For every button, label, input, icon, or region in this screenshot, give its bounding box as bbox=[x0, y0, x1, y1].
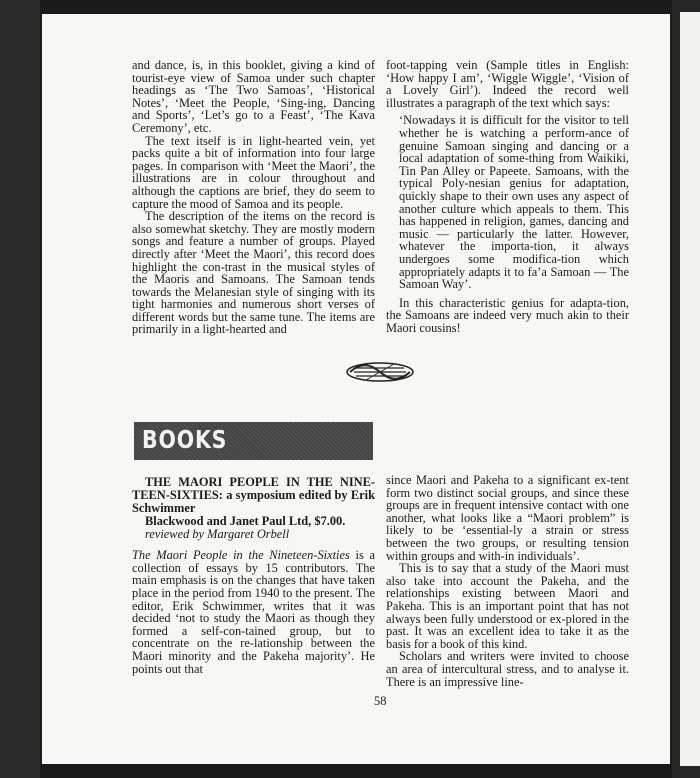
column-bottom-left bbox=[132, 476, 375, 675]
paragraph: In this characteristic genius for adapta-tion, the Samoans are indeed very much akin to their Maori cousins! bbox=[386, 295, 629, 335]
publisher-line: Blackwood and Janet Paul Ltd, $7.00. bbox=[145, 514, 346, 528]
paragraph: foot-tapping vein (Sample titles in English: ‘How happy I am’, ‘Wiggle Wiggle’, ‘Vision of a Lovely Girl’). Indeed the record well illustrates a paragraph of the text which says: bbox=[386, 58, 629, 110]
facing-page-edge bbox=[680, 12, 700, 766]
block-quote: ‘Nowadays it is difficult for the visitor to tell whether he is watching a perform-ance of genuine Samoan singing and dancing or a local adaptation of some-thing from Waikiki, Tin Pan Alley or Papeete. Samoans, with the typical Poly-nesian genius for adaptation, quickly shape to their own uses any aspect of another culture which appeals to them. This has happened in religion, games, dancing and music — particularly the latter. However, whatever the importa-tion, it always undergoes some modifica-tion which appropriately adapts it to fa’a Samoan — The Samoan Way’. bbox=[399, 113, 629, 292]
review-paragraph: since Maori and Pakeha to a significant ex-tent form two distinct social groups, and since these groups are in frequent intensive contact with one another, what looks like a “Maori problem” is likely to be ‘essential-ly a strain or stress between the two groups, or resulting tension within groups and with-in individuals’. bbox=[386, 473, 629, 563]
ornament-divider-icon bbox=[346, 359, 414, 385]
column-bottom-right bbox=[386, 474, 629, 688]
book-title: THE MAORI PEOPLE IN THE NINE-TEEN-SIXTIES: a symposium edited by Erik Schwimmer bbox=[132, 475, 375, 515]
books-heading: BOOKS bbox=[142, 425, 228, 454]
column-top-left bbox=[132, 59, 375, 336]
reviewer-line: reviewed by Margaret Orbell bbox=[145, 526, 290, 541]
paragraph: The description of the items on the record is also somewhat sketchy. They are mostly modern songs and feature a number of groups. Played directly after ‘Meet the Maori’, this record does highlight the con-trast in the musical styles of the Maoris and Samoans. The Samoan tends towards the Melanesian style of singing with its tight harmonies and numerous short verses of different words but the same tune. The items are primarily in a light-hearted and bbox=[132, 209, 375, 337]
review-paragraph: This is to say that a study of the Maori must also take into account the Pakeha, and the relationships existing between Maori and Pakeha. This is an important point that has not always been fully understood or ex-plored in the past. It was an excellent idea to take it as the basis for a book of this kind. bbox=[386, 561, 629, 651]
scan-border-left bbox=[0, 0, 40, 778]
magazine-page bbox=[42, 14, 670, 764]
review-paragraph: Scholars and writers were invited to choose an area of intercultural stress, and to analyse it. There is an impressive line- bbox=[386, 649, 629, 689]
column-top-right bbox=[386, 59, 629, 334]
books-section-banner bbox=[134, 422, 373, 460]
page-number: 58 bbox=[374, 694, 387, 708]
review-text: is a collection of essays by 15 contributors. The main emphasis is on the changes that have taken place in the period from 1940 to the present. The editor, Erik Schwimmer, writes that it was decided ‘not to study the Maori as though they formed a self-con-tained group, but to concentrate on the re-lationship between the Maori minority and the Pakeha majority’. He points out that bbox=[132, 548, 375, 676]
paragraph: and dance, is, in this booklet, giving a kind of tourist-eye view of Samoa under such chapter headings as ‘The Two Samoas’, ‘Historical Notes’, ‘Meet the People, ‘Sing-ing, Dancing and Sports’, ‘Let’s go to a Feast’, ‘The Kava Ceremony’, etc. bbox=[132, 58, 375, 135]
review-paragraph bbox=[132, 549, 375, 675]
paragraph: The text itself is in light-hearted vein, yet packs quite a bit of information into four large pages. In comparison with ‘Meet the Maori’, the illustrations are in colour throughout and although the captions are brief, they do seem to capture the mood of Samoa and its people. bbox=[132, 133, 375, 211]
book-title-italic: The Maori People in the Nineteen-Sixties bbox=[132, 548, 350, 563]
